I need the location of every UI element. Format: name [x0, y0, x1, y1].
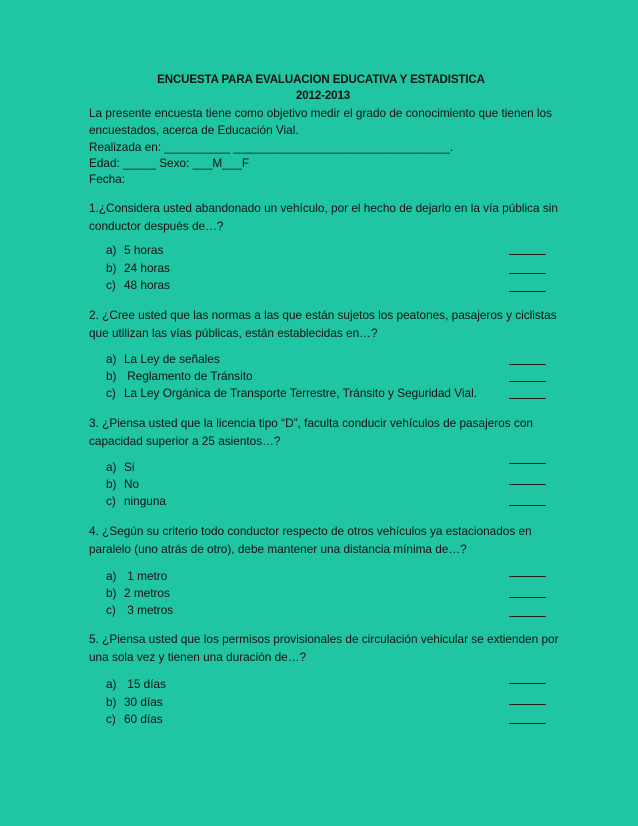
- question-3-option-a-blank[interactable]: [509, 463, 546, 464]
- question-4-option-b: [106, 586, 170, 600]
- option-text: Si: [124, 460, 135, 474]
- survey-title: ENCUESTA PARA EVALUACION EDUCATIVA Y ESTADISTICA: [157, 74, 485, 86]
- option-text: Reglamento de Tránsito: [124, 369, 253, 383]
- intro-line-2: encuestados, acerca de Educación Vial.: [89, 123, 299, 137]
- option-letter: a): [106, 243, 117, 257]
- question-1-option-a: [106, 243, 163, 257]
- option-text: 2 metros: [124, 586, 170, 600]
- question-2-option-a-blank[interactable]: [509, 364, 546, 365]
- option-text: 15 días: [124, 677, 166, 691]
- option-text: ninguna: [124, 494, 166, 508]
- option-text: 1 metro: [124, 569, 168, 583]
- question-3-option-a: [106, 460, 135, 474]
- question-1: [89, 199, 559, 235]
- option-letter: a): [106, 569, 117, 583]
- question-2-line-1: 2. ¿Cree usted que las normas a las que están sujetos los peatones, pasajeros y ciclistas: [89, 308, 557, 322]
- question-2-option-c-blank[interactable]: [509, 398, 546, 399]
- question-5-option-c-blank[interactable]: [509, 723, 546, 724]
- question-5: [89, 630, 559, 666]
- question-1-option-c-blank[interactable]: [509, 291, 546, 292]
- question-4-option-c-blank[interactable]: [509, 616, 546, 617]
- question-2-option-c: [106, 386, 477, 400]
- option-letter: c): [106, 386, 116, 400]
- question-4-option-c: [106, 603, 173, 617]
- question-1-line-2: conductor después de…?: [89, 219, 224, 233]
- option-text: 60 días: [124, 712, 163, 726]
- question-4-option-a-blank[interactable]: [509, 576, 546, 577]
- question-3-option-b: [106, 477, 139, 491]
- option-letter: b): [106, 369, 117, 383]
- edad-sexo-field[interactable]: Edad: _____ Sexo: ___M___F: [89, 156, 250, 170]
- question-3-option-b-blank[interactable]: [509, 484, 546, 485]
- option-text: La Ley Orgánica de Transporte Terrestre, Tránsito y Seguridad Vial.: [124, 386, 478, 400]
- option-text: 24 horas: [124, 261, 170, 275]
- option-text: La Ley de señales: [124, 352, 220, 366]
- question-4-option-b-blank[interactable]: [509, 597, 546, 598]
- question-2-option-b: [106, 369, 253, 383]
- question-3-line-2: capacidad superior a 25 asientos…?: [89, 434, 281, 448]
- question-2-line-2: que utilizan las vías públicas, están establecidas en…?: [89, 326, 378, 340]
- question-3-line-1: 3. ¿Piensa usted que la licencia tipo “D”, faculta conducir vehículos de pasajeros con: [89, 416, 533, 430]
- question-1-option-c: [106, 278, 170, 292]
- question-1-option-b: [106, 261, 170, 275]
- option-letter: b): [106, 261, 117, 275]
- question-4: [89, 522, 559, 558]
- option-letter: a): [106, 460, 117, 474]
- question-4-option-a: [106, 569, 167, 583]
- option-text: 3 metros: [124, 603, 174, 617]
- option-letter: b): [106, 477, 117, 491]
- question-5-option-b: [106, 695, 163, 709]
- question-2-option-b-blank[interactable]: [509, 381, 546, 382]
- option-letter: b): [106, 586, 117, 600]
- question-5-line-2: una sola vez y tienen una duración de…?: [89, 650, 307, 664]
- question-2-option-a: [106, 352, 220, 366]
- option-text: 48 horas: [124, 278, 170, 292]
- option-text: No: [124, 477, 140, 491]
- question-1-option-a-blank[interactable]: [509, 254, 546, 255]
- question-3: [89, 414, 559, 450]
- option-letter: a): [106, 677, 117, 691]
- question-3-option-c-blank[interactable]: [509, 505, 546, 506]
- option-letter: b): [106, 695, 117, 709]
- question-4-line-1: 4. ¿Según su criterio todo conductor respecto de otros vehículos ya estacionados en: [89, 524, 532, 538]
- question-5-line-1: 5. ¿Piensa usted que los permisos provisionales de circulación vehicular se extienden por: [89, 632, 559, 646]
- realizada-field[interactable]: Realizada en: __________ _________________________________.: [89, 140, 454, 154]
- option-letter: c): [106, 603, 116, 617]
- fecha-field[interactable]: Fecha:: [89, 172, 126, 186]
- question-5-option-a-blank[interactable]: [509, 683, 546, 684]
- question-1-option-b-blank[interactable]: [509, 273, 546, 274]
- question-2: [89, 306, 559, 342]
- question-5-option-a: [106, 677, 166, 691]
- survey-year: 2012-2013: [295, 90, 351, 102]
- question-5-option-c: [106, 712, 163, 726]
- option-letter: c): [106, 278, 116, 292]
- option-text: 5 horas: [124, 243, 164, 257]
- intro-line-1: La presente encuesta tiene como objetivo medir el grado de conocimiento que tienen los: [89, 106, 552, 120]
- question-4-line-2: paralelo (uno atrás de otro), debe mantener una distancia mínima de…?: [89, 542, 467, 556]
- question-1-line-1: 1.¿Considera usted abandonado un vehículo, por el hecho de dejarlo en la vía pública sin: [89, 201, 558, 215]
- option-text: 30 días: [124, 695, 163, 709]
- option-letter: c): [106, 494, 116, 508]
- option-letter: a): [106, 352, 117, 366]
- question-5-option-b-blank[interactable]: [509, 704, 546, 705]
- option-letter: c): [106, 712, 116, 726]
- question-3-option-c: [106, 494, 166, 508]
